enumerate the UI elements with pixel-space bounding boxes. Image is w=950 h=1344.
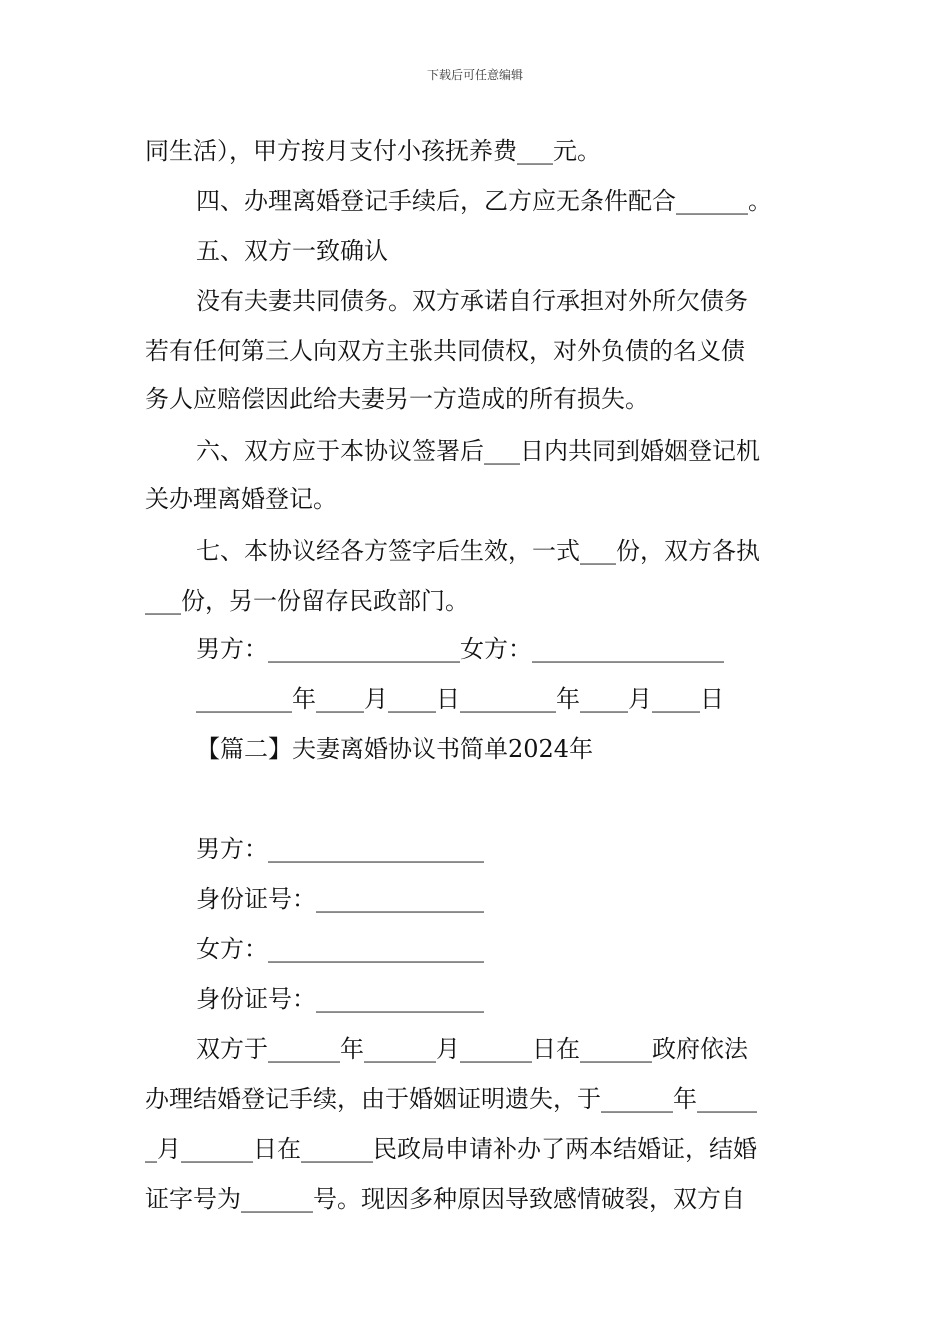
text-line: 办理结婚登记手续，由于婚姻证明遗失，于______年_____ xyxy=(145,1085,757,1113)
text-line: 没有夫妻共同债务。双方承诺自行承担对外所欠债务 xyxy=(196,287,748,315)
text-line: ___份，另一份留存民政部门。 xyxy=(145,587,469,615)
form-field-line: 身份证号：______________ xyxy=(196,985,484,1013)
text-line: 务人应赔偿因此给夫妻另一方造成的所有损失。 xyxy=(145,385,649,413)
text-line: 若有任何第三人向双方主张共同债权，对外负债的名义债 xyxy=(145,337,745,365)
text-line: 双方于______年______月______日在______政府依法 xyxy=(196,1035,748,1063)
text-line: _月______日在______民政局申请补办了两本结婚证，结婚 xyxy=(145,1135,757,1163)
text-line: 四、办理离婚登记手续后，乙方应无条件配合______。 xyxy=(196,187,772,215)
text-line: 六、双方应于本协议签署后___日内共同到婚姻登记机 xyxy=(196,437,760,465)
text-line: 五、双方一致确认 xyxy=(196,237,388,265)
text-line: 七、本协议经各方签字后生效，一式___份，双方各执 xyxy=(196,537,760,565)
page-header: 下载后可任意编辑 xyxy=(426,68,523,82)
signature-line: 男方：________________女方：________________ xyxy=(196,635,724,663)
text-line: 同生活），甲方按月支付小孩抚养费___元。 xyxy=(145,137,601,165)
date-line: ________年____月____日________年____月____日 xyxy=(196,685,724,713)
form-field-line: 身份证号：______________ xyxy=(196,885,484,913)
form-field-line: 女方：__________________ xyxy=(196,935,484,963)
text-line: 证字号为______号。现因多种原因导致感情破裂，双方自 xyxy=(145,1185,745,1213)
form-field-line: 男方：__________________ xyxy=(196,835,484,863)
section-title: 【篇二】夫妻离婚协议书简单2024年 xyxy=(196,735,594,763)
text-line: 关办理离婚登记。 xyxy=(145,485,337,513)
